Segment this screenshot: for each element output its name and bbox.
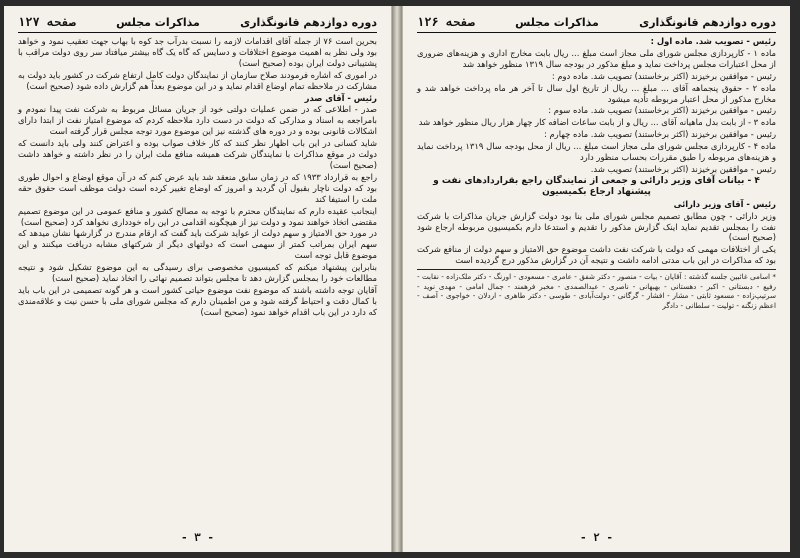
paragraph: اینجانب عقیده دارم که نمایندگان محترم با توجه به مصالح کشور و منافع عمومی در این موضوع تصمیم مقتضی اتخاذ خواهند نمود و دولت نیز از هیچگونه اقدامی در این راه خودداری نخواهد کرد (صحیح است) — [18, 205, 377, 227]
right-page — [402, 6, 790, 552]
left-header-subtitle: مذاکرات مجلس — [116, 15, 200, 29]
paragraph: راجع به قرارداد ۱۹۳۳ که در زمان سابق منعقد شد باید عرض کنم که در آن موقع اوضاع و احوال طوری بود که دولت ناچار بقبول آن گردید و امروز که اوضاع تغییر کرده است دولت موظف است حقوق حقه ملت را استیفا کند — [18, 171, 377, 204]
left-page-footer: - ۳ - — [180, 531, 215, 544]
paragraph: یکی از اختلافات مهمی که دولت با شرکت نفت داشت موضوع حق الامتیاز و سهم دولت از منافع شرکت بود که مذاکرات در این باب مدتی ادامه داشت و نتیجه آن در گزارش مذکور درج گردیده است — [417, 244, 776, 266]
paragraph: رئیس - موافقین برخیزند (اکثر برخاستند) تصویب شد. ماده چهارم : — [543, 129, 776, 140]
right-page-footer: - ۲ - — [579, 531, 614, 544]
right-page-body — [417, 36, 776, 522]
left-page-body — [18, 36, 377, 522]
right-header-title: دوره دوازدهم قانونگذاری — [639, 15, 776, 29]
paragraph: ماده ۲ - حقوق پنجماهه آقای ... مبلغ ... ریال از تاریخ اول سال تا آخر هر ماه پرداخت خواهد شد و مخارج مذکور از محل اعتبار مربوطه تأدیه میشود — [417, 82, 776, 104]
paragraph: بحرین است ۷۶ از جمله آقای اقدامات لازمه را نسبت بدرآب جد کوه با بهاب جهت تعقیب نمود و خواهد بود ولی نظر به اهمیت موضوع اختلافات و دسایس که گاه یک گاه بیشتر میافتاد سر روی دولت مراقب با پشتیبانی دولت ایران بوده (صحیح است) — [18, 36, 377, 68]
paragraph: رئیس - تصویب شد. ماده اول : — [650, 36, 776, 46]
paragraph: رئیس - موافقین برخیزند (اکثر برخاستند) تصویب شد. ماده دوم : — [551, 70, 776, 81]
paragraph: ماده ۳ - از بابت بدل ماهیانه آقای ... ریال و از بابت ساعات اضافه کار چهار هزار ریال منظور خواهد شد — [418, 117, 776, 128]
paragraph: در اموری که اشاره فرمودند صلاح سازمان از نمایندگان دولت کامل ارتفاع شرکت در کشور باید دولت به مشارکت در ملاحظه تمام اوضاع اقدام نماید و در این موضوع بعداً هم گزارش داده شود (صحیح است) — [18, 69, 377, 91]
paragraph: رئیس - موافقین برخیزند (اکثر برخاستند) تصویب شد. — [590, 163, 776, 174]
footnote-divider — [417, 269, 776, 270]
paragraph: آقایان توجه داشته باشند که موضوع نفت موضوع حیاتی کشور است و هر گونه تصمیمی در این باب باید با کمال دقت و احتیاط گرفته شود و من اطمینان دارم که مجلس شورای ملی با حسن نیت و علاقه‌مندی که دارد در این باب اقدام خواهد نمود (صحیح است) — [18, 284, 377, 317]
paragraph: در مورد حق الامتیاز و سهم دولت از عواید شرکت باید گفت که ارقام مندرج در گزارشها نشان میدهد که سهم ایران بمراتب کمتر از سهمی است که دولتهای دیگر از شرکتهای مشابه دریافت میکنند و این موضوع قابل توجه است — [18, 228, 377, 261]
left-page — [4, 6, 392, 552]
footnote: * اسامی غائبین جلسه گذشته : آقایان - بیات - منصور - دکتر شفق - عامری - مسعودی - اورنگ - دکتر ملک‌زاده - نقابت - رفیع - دبستانی - اکبر - دهستانی - بهبهانی - ناصری - عبدالصمدی - مخبر فرهمند - جمال امامی - مهدی نوید - سرتیپ‌زاده - مسعود ثابتی - مشار - افشار - گرگانی - دولت‌آبادی - طوسی - دکتر طاهری - اردلان - خواجوی - آصف - اعظم زنگنه - تولیت - سلطانی - دادگر — [417, 272, 776, 310]
paragraph: ماده ۱ - کارپردازی مجلس شورای ملی مجاز است مبلغ ... ریال بابت مخارج اداری و هزینه‌های ضروری از محل اعتبارات مجلس پرداخت نماید و مبلغ مذکور در بودجه سال ۱۳۱۹ منظور خواهد شد — [417, 47, 776, 69]
right-header-subtitle: مذاکرات مجلس — [515, 15, 599, 29]
paragraph: رئیس - موافقین برخیزند (اکثر برخاستند) تصویب شد. ماده سوم : — [548, 105, 776, 116]
paragraph: ماده ۴ - کارپردازی مجلس شورای ملی مجاز است مبلغ ... ریال از محل بودجه سال ۱۳۱۹ پرداخت نماید و هزینه‌های مربوطه را طبق مقررات بحساب منظور دارد — [417, 141, 776, 163]
paragraph: شاید کسانی در این باب اظهار نظر کنند که کار خلاف صواب بوده و اعتراض کنند ولی باید دانست که دولت در موقع مذاکرات با نمایندگان شرکت همیشه منافع ملت ایران را در نظر داشته و خواهد داشت (صحیح است) — [18, 138, 377, 170]
left-page-header — [18, 14, 377, 33]
paragraph: وزیر دارائی - چون مطابق تصمیم مجلس شورای ملی بنا بود دولت گزارش جریان مذاکرات با شرکت نفت را بمجلس تقدیم نماید اینک گزارش مذکور را تقدیم و استدعا دارم بکمیسیون مربوطه ارجاع شود (صحیح است) — [417, 210, 776, 243]
paragraph: رئیس - آقای وزیر دارائی — [673, 198, 776, 209]
left-header-title: دوره دوازدهم قانونگذاری — [240, 15, 377, 29]
left-page-number: صفحه ۱۲۷ — [18, 15, 76, 29]
paragraph: ۴ - بیانات آقای وزیر دارائی و جمعی از نمایندگان راجع بقراردادهای نفت و پیشنهاد ارجاع بکمیسیون — [433, 175, 760, 197]
paragraph: بنابراین پیشنهاد میکنم که کمیسیون مخصوصی برای رسیدگی به این موضوع تشکیل شود و نتیجه مطالعات خود را بمجلس گزارش دهد تا مجلس بتواند تصمیم نهائی را اتخاذ نماید (صحیح است) — [18, 262, 377, 284]
paragraph: رئیس - آقای صدر — [304, 92, 377, 103]
paragraph: صدر - اطلاعی که در ضمن عملیات دولتی خود از جریان مسائل مربوط به شرکت نفت پیدا نمودم و بامراجعه به اسناد و مدارکی که دولت در دست دارد ملاحظه کردم که موضوع امتیاز نفت از ابتدا دارای اشکالات قانونی بوده و در دوره های گذشته نیز این موضوع مورد توجه مجلس قرار گرفته است — [18, 104, 377, 137]
right-page-number: صفحه ۱۲۶ — [417, 15, 475, 29]
right-page-header — [417, 14, 776, 33]
book-gutter — [392, 6, 402, 552]
